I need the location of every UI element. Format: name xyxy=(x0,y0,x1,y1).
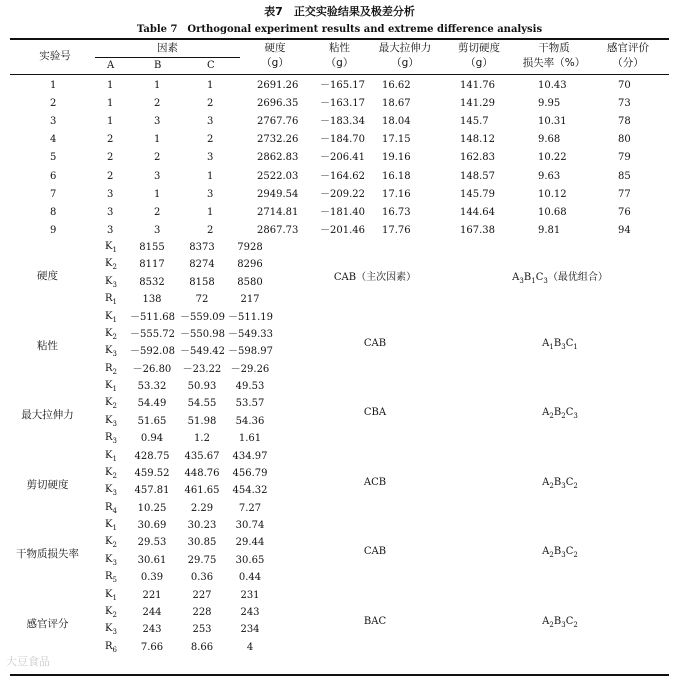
k-label: $K_3$ xyxy=(105,275,117,289)
k-label: $K_3$ xyxy=(105,414,117,428)
analysis-value: －549.33 xyxy=(228,328,273,340)
header-factors: 因素 xyxy=(157,42,178,54)
table-cell: 141.76 xyxy=(460,80,495,91)
analysis-value: 50.93 xyxy=(187,381,217,392)
optimal-combination: $A_2B_3C_2$ xyxy=(542,615,578,629)
k-label: $K_3$ xyxy=(105,484,117,498)
analysis-value: 29.75 xyxy=(187,554,217,566)
table-cell: 3 xyxy=(207,188,214,200)
optimal-combination: $A_2B_2C_3$ xyxy=(542,407,578,420)
table-cell: 94 xyxy=(618,224,631,236)
table-cell: 148.57 xyxy=(460,170,495,182)
table-cell: 2 xyxy=(50,98,57,110)
analysis-value: 234 xyxy=(240,624,260,636)
table-cell: 6 xyxy=(50,170,57,182)
table-cell: 85 xyxy=(618,170,631,182)
table-cell: 3 xyxy=(154,224,161,236)
table-cell: 2732.26 xyxy=(257,134,299,146)
k-label: $K_1$ xyxy=(105,449,117,463)
table-cell: 10.12 xyxy=(538,188,567,200)
table-cell: 17.16 xyxy=(382,188,411,200)
analysis-value: 10.25 xyxy=(137,502,167,514)
table-cell: 77 xyxy=(618,188,631,200)
analysis-value: 231 xyxy=(240,589,260,601)
table-cell: 2696.35 xyxy=(257,98,299,110)
analysis-value: －550.98 xyxy=(180,328,225,340)
analysis-value: 0.44 xyxy=(238,572,262,584)
r-label: $R_4$ xyxy=(105,501,117,515)
table-cell: 1 xyxy=(50,80,57,91)
table-cell: 16.73 xyxy=(382,206,411,218)
table-cell: 2 xyxy=(107,134,114,146)
analysis-value: 1.61 xyxy=(238,433,262,445)
table-cell: 3 xyxy=(107,206,114,218)
table-cell: 8 xyxy=(50,206,57,218)
table-cell: 2 xyxy=(154,98,161,110)
analysis-value: 53.32 xyxy=(137,381,167,392)
table-cell: 2 xyxy=(154,152,161,164)
analysis-value: 7.27 xyxy=(238,502,262,514)
table-cell: 2 xyxy=(207,224,214,236)
analysis-value: 1.2 xyxy=(194,433,210,445)
k-label: $K_2$ xyxy=(105,327,117,341)
group-name: 硬度 xyxy=(37,270,58,282)
table-cell: 2 xyxy=(107,170,114,182)
table-cell: 18.04 xyxy=(382,116,411,128)
table-cell: 10.22 xyxy=(538,152,567,164)
table-cell: 145.79 xyxy=(460,188,495,200)
analysis-value: 435.67 xyxy=(184,450,220,462)
k-label: $K_1$ xyxy=(105,519,117,532)
table-cell: 16.18 xyxy=(382,170,411,182)
analysis-value: 0.36 xyxy=(190,572,214,584)
analysis-value: 8274 xyxy=(189,259,215,271)
table-cell: 2 xyxy=(107,152,114,164)
analysis-value: 8117 xyxy=(139,259,165,271)
header-factor-c: C xyxy=(207,60,215,71)
group-name: 干物质损失率 xyxy=(16,548,79,560)
analysis-value: 2.29 xyxy=(190,502,214,514)
header-factor-b: B xyxy=(154,60,162,71)
analysis-value: 138 xyxy=(142,294,162,306)
analysis-value: 243 xyxy=(240,606,260,618)
table-cell: 9.81 xyxy=(538,224,561,236)
k-label: $K_2$ xyxy=(105,397,117,411)
analysis-value: －598.97 xyxy=(228,346,273,358)
header-exp-no: 实验号 xyxy=(39,50,71,62)
table-cell: 16.62 xyxy=(382,80,411,91)
table-cell: 2767.76 xyxy=(257,116,299,128)
table-cell: 1 xyxy=(154,134,161,146)
table-cell: 1 xyxy=(154,80,161,91)
analysis-value: 8296 xyxy=(237,259,263,271)
analysis-value: 30.69 xyxy=(137,520,167,531)
analysis-value: －511.19 xyxy=(228,311,273,323)
group-name: 感官评分 xyxy=(26,617,69,630)
table-cell: 70 xyxy=(618,80,631,91)
optimal-combination: $A_2B_3C_2$ xyxy=(542,476,578,490)
analysis-value: 49.53 xyxy=(235,381,265,392)
analysis-value: －549.42 xyxy=(180,346,225,358)
table-cell: 9.95 xyxy=(538,98,561,110)
analysis-value: 30.85 xyxy=(187,537,217,549)
k-label: $K_3$ xyxy=(105,623,117,637)
table-cell: －181.40 xyxy=(320,206,365,218)
k-label: $K_1$ xyxy=(105,588,117,602)
analysis-value: 0.39 xyxy=(140,572,164,584)
analysis-value: 228 xyxy=(192,606,212,618)
table-cell: 10.43 xyxy=(538,80,567,91)
table-cell: 1 xyxy=(107,98,114,110)
k-label: $K_3$ xyxy=(105,345,117,359)
table-cell: 3 xyxy=(154,116,161,128)
k-label: $K_2$ xyxy=(105,258,117,272)
table-cell: 1 xyxy=(207,206,214,218)
analysis-value: 7928 xyxy=(237,242,263,253)
analysis-value: 8532 xyxy=(139,276,165,288)
header-max-tensile: 最大拉伸力 （g） xyxy=(378,42,432,69)
table-cell: 3 xyxy=(207,116,214,128)
k-label: $K_1$ xyxy=(105,380,117,393)
table-cell: 76 xyxy=(618,206,631,218)
table-cell: 9 xyxy=(50,224,57,236)
k-label: $K_3$ xyxy=(105,553,117,567)
analysis-value: －555.72 xyxy=(130,328,175,340)
factor-order: ACB xyxy=(363,476,387,488)
analysis-value: －23.22 xyxy=(182,363,222,375)
top-rule xyxy=(10,38,669,40)
table-cell: 2 xyxy=(207,134,214,146)
analysis-value: 459.52 xyxy=(134,467,170,479)
analysis-value: 8155 xyxy=(139,242,165,253)
table-cell: 3 xyxy=(50,116,57,128)
analysis-value: 456.79 xyxy=(232,467,268,479)
table-cell: 2949.54 xyxy=(257,188,299,200)
r-label: $R_1$ xyxy=(105,293,117,307)
analysis-value: 30.65 xyxy=(235,554,265,566)
k-label: $K_1$ xyxy=(105,241,117,254)
table-cell: －163.17 xyxy=(320,98,365,110)
table-cell: 1 xyxy=(107,116,114,128)
factor-order: CBA xyxy=(363,407,387,418)
table-cell: 2522.03 xyxy=(257,170,299,182)
analysis-value: 29.53 xyxy=(137,537,167,549)
bottom-rule xyxy=(10,674,669,676)
header-shear-hardness: 剪切硬度 （g） xyxy=(458,42,500,69)
analysis-value: －29.26 xyxy=(230,363,270,375)
table-cell: 167.38 xyxy=(460,224,495,236)
table-cell: 9.63 xyxy=(538,170,561,182)
header-factor-a: A xyxy=(107,60,115,71)
table-cell: 73 xyxy=(618,98,631,110)
r-label: $R_3$ xyxy=(105,432,117,446)
table-cell: 80 xyxy=(618,134,631,146)
analysis-value: 4 xyxy=(246,641,254,653)
table-caption-cn: 表7 正交实验结果及极差分析 xyxy=(264,5,415,18)
table-cell: 5 xyxy=(50,152,57,164)
analysis-value: 8373 xyxy=(189,242,215,253)
table-cell: －201.46 xyxy=(320,224,365,236)
analysis-value: 227 xyxy=(192,589,212,601)
table-cell: 3 xyxy=(107,224,114,236)
table-cell: 2 xyxy=(154,206,161,218)
table-cell: －165.17 xyxy=(320,80,365,91)
table-cell: 4 xyxy=(50,134,57,146)
analysis-value: 29.44 xyxy=(235,537,265,549)
analysis-value: 8.66 xyxy=(190,641,214,653)
k-label: $K_1$ xyxy=(105,310,117,324)
table-cell: －164.62 xyxy=(320,170,365,182)
factor-order: BAC xyxy=(363,615,387,627)
analysis-value: 217 xyxy=(240,294,260,306)
table-cell: 1 xyxy=(107,80,114,91)
header-dry-loss: 干物质 损失率（%） xyxy=(522,42,586,69)
table-cell: 18.67 xyxy=(382,98,411,110)
table-cell: 141.29 xyxy=(460,98,495,110)
header-stickiness: 粘性 （g） xyxy=(325,42,354,69)
k-label: $K_2$ xyxy=(105,536,117,550)
analysis-value: 53.57 xyxy=(235,398,265,410)
table-cell: 2867.73 xyxy=(257,224,299,236)
factor-order: CAB（主次因素） xyxy=(333,272,417,283)
analysis-value: 244 xyxy=(142,606,162,618)
r-label: $R_6$ xyxy=(105,640,117,654)
table-cell: 3 xyxy=(107,188,114,200)
table-cell: 1 xyxy=(207,80,214,91)
table-cell: 1 xyxy=(154,188,161,200)
table-cell: 19.16 xyxy=(382,152,411,164)
analysis-value: 434.97 xyxy=(232,450,268,462)
analysis-value: 30.23 xyxy=(187,520,217,531)
analysis-value: 428.75 xyxy=(134,450,170,462)
group-name: 粘性 xyxy=(37,339,58,352)
analysis-value: 454.32 xyxy=(232,485,268,497)
analysis-value: 54.55 xyxy=(187,398,217,410)
analysis-value: 448.76 xyxy=(184,467,220,479)
analysis-value: －511.68 xyxy=(130,311,175,323)
table-cell: 2 xyxy=(207,98,214,110)
header-rule xyxy=(10,74,669,75)
table-cell: 148.12 xyxy=(460,134,495,146)
table-cell: 10.31 xyxy=(538,116,567,128)
table-cell: 144.64 xyxy=(460,206,495,218)
table-cell: －183.34 xyxy=(320,116,365,128)
table-cell: －184.70 xyxy=(320,134,365,146)
analysis-value: 253 xyxy=(192,624,212,636)
k-label: $K_2$ xyxy=(105,605,117,619)
analysis-value: 54.49 xyxy=(137,398,167,410)
analysis-value: －592.08 xyxy=(130,346,175,358)
analysis-value: 72 xyxy=(195,294,209,306)
analysis-value: 7.66 xyxy=(140,641,164,653)
analysis-value: －559.09 xyxy=(180,311,225,323)
table-cell: 3 xyxy=(154,170,161,182)
table-cell: 145.7 xyxy=(460,116,489,128)
table-cell: －206.41 xyxy=(320,152,365,164)
factor-order: CAB xyxy=(363,337,387,349)
table-cell: 17.76 xyxy=(382,224,411,236)
k-label: $K_2$ xyxy=(105,466,117,480)
table-cell: 2862.83 xyxy=(257,152,299,164)
table-cell: －209.22 xyxy=(320,188,365,200)
table-cell: 17.15 xyxy=(382,134,411,146)
table-cell: 79 xyxy=(618,152,631,164)
table-cell: 7 xyxy=(50,188,57,200)
optimal-combination: $A_3B_1C_3$（最优组合） xyxy=(512,272,608,285)
table-cell: 3 xyxy=(207,152,214,164)
analysis-value: 461.65 xyxy=(184,485,220,497)
watermark: 大豆食品 xyxy=(6,655,50,668)
analysis-value: 54.36 xyxy=(235,415,265,427)
header-hardness: 硬度 （g） xyxy=(261,42,289,69)
table-cell: 162.83 xyxy=(460,152,495,164)
r-label: $R_5$ xyxy=(105,571,117,585)
table-caption-en: Table 7 Orthogonal experiment results and extreme difference analysis xyxy=(136,24,543,35)
analysis-value: 0.94 xyxy=(140,433,164,445)
table-cell: 2714.81 xyxy=(257,206,299,218)
header-sensory: 感官评价 （分） xyxy=(607,42,649,69)
optimal-combination: $A_1B_3C_1$ xyxy=(542,337,578,351)
group-name: 剪切硬度 xyxy=(26,478,69,491)
table-cell: 9.68 xyxy=(538,134,561,146)
analysis-value: 457.81 xyxy=(134,485,170,497)
analysis-value: 30.74 xyxy=(235,520,265,531)
analysis-value: －26.80 xyxy=(132,363,172,375)
factor-underline xyxy=(95,57,240,58)
table-cell: 10.68 xyxy=(538,206,567,218)
analysis-value: 243 xyxy=(142,624,162,636)
analysis-value: 51.98 xyxy=(187,415,217,427)
analysis-value: 30.61 xyxy=(137,554,167,566)
analysis-value: 51.65 xyxy=(137,415,167,427)
optimal-combination: $A_2B_3C_2$ xyxy=(542,546,578,559)
r-label: $R_2$ xyxy=(105,362,117,376)
table-cell: 2691.26 xyxy=(257,80,299,91)
table-cell: 78 xyxy=(618,116,631,128)
analysis-value: 8580 xyxy=(237,276,263,288)
analysis-value: 8158 xyxy=(189,276,215,288)
analysis-value: 221 xyxy=(142,589,162,601)
table-cell: 1 xyxy=(207,170,214,182)
factor-order: CAB xyxy=(363,546,387,557)
group-name: 最大拉伸力 xyxy=(21,409,74,421)
